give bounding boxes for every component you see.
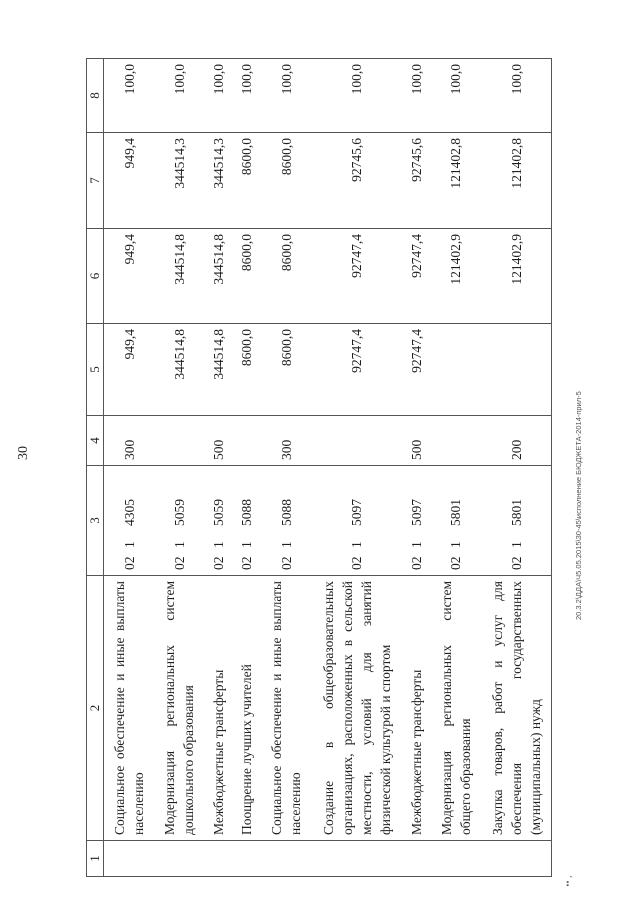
expense-type: 500 (203, 416, 232, 466)
subsection-code: 1 (448, 541, 464, 548)
table-row (232, 59, 261, 877)
target-code: 5801 (508, 499, 524, 526)
value-col5 (480, 324, 551, 416)
subsection-code: 1 (349, 541, 365, 548)
budget-code-cell (104, 466, 154, 576)
value-col7: 8600,0 (261, 133, 311, 229)
empty-cell (480, 841, 551, 877)
value-col8: 100,0 (402, 59, 431, 133)
expense-type (310, 416, 402, 466)
value-col8: 100,0 (431, 59, 481, 133)
col-header: 2 (87, 576, 104, 841)
row-name: Социальное обеспечение и иные выплаты населению (261, 576, 311, 841)
value-col6: 121402,9 (480, 229, 551, 324)
budget-code-cell (402, 466, 431, 576)
expense-type: 300 (261, 416, 311, 466)
section-code: 02 (349, 556, 365, 570)
value-col5: 92747,4 (310, 324, 402, 416)
value-col7: 344514,3 (203, 133, 232, 229)
budget-code-cell (431, 466, 481, 576)
section-code: 02 (210, 556, 226, 570)
empty-cell (402, 841, 431, 877)
value-col5: 949,4 (104, 324, 154, 416)
value-col5: 8600,0 (261, 324, 311, 416)
value-col8: 100,0 (104, 59, 154, 133)
value-col8: 100,0 (154, 59, 204, 133)
subsection-code: 1 (278, 541, 294, 548)
subsection-code: 1 (409, 541, 425, 548)
page-number: 30 (16, 446, 31, 460)
value-col6: 121402,9 (431, 229, 481, 324)
col-header: 4 (87, 416, 104, 466)
table-row (402, 59, 431, 877)
value-col7: 8600,0 (232, 133, 261, 229)
value-col5 (431, 324, 481, 416)
target-code: 5088 (278, 499, 294, 526)
table-row (203, 59, 232, 877)
target-code: 5097 (349, 499, 365, 526)
col-header: 1 (87, 841, 104, 877)
value-col6: 92747,4 (310, 229, 402, 324)
col-header: 5 (87, 324, 104, 416)
row-name: Межбюджетные трансферты (402, 576, 431, 841)
value-col7: 949,4 (104, 133, 154, 229)
target-code: 5088 (239, 499, 255, 526)
section-code: 02 (409, 556, 425, 570)
expense-type (154, 416, 204, 466)
subsection-code: 1 (171, 541, 187, 548)
subsection-code: 1 (239, 541, 255, 548)
target-code: 4305 (121, 499, 137, 526)
empty-cell (154, 841, 204, 877)
value-col8: 100,0 (310, 59, 402, 133)
col-header: 6 (87, 229, 104, 324)
table-row (310, 59, 402, 877)
budget-code-cell (203, 466, 232, 576)
empty-cell (310, 841, 402, 877)
section-code: 02 (121, 556, 137, 570)
corner-mark: •• ‚ (562, 875, 573, 887)
section-code: 02 (508, 556, 524, 570)
row-name: Закупка товаров, работ и услуг для обеспечения государственных (муниципальных) нужд (480, 576, 551, 841)
value-col7: 344514,3 (154, 133, 204, 229)
empty-cell (203, 841, 232, 877)
budget-code-cell (480, 466, 551, 576)
budget-code-cell (310, 466, 402, 576)
expense-type: 300 (104, 416, 154, 466)
table-row (261, 59, 311, 877)
table-body (104, 59, 552, 877)
col-header: 3 (87, 466, 104, 576)
target-code: 5059 (171, 499, 187, 526)
subsection-code: 1 (121, 541, 137, 548)
table-row (104, 59, 154, 877)
expense-type: 200 (480, 416, 551, 466)
col-header: 8 (87, 59, 104, 133)
row-name: Модернизация региональных систем общего образования (431, 576, 481, 841)
value-col6: 344514,8 (154, 229, 204, 324)
empty-cell (104, 841, 154, 877)
section-code: 02 (171, 556, 187, 570)
value-col5: 8600,0 (232, 324, 261, 416)
value-col5: 92747,4 (402, 324, 431, 416)
section-code: 02 (448, 556, 464, 570)
row-name: Создание в общеобразовательных организациях, расположенных в сельской местности, условий для занятий физической культурой и спортом (310, 576, 402, 841)
table-row (480, 59, 551, 877)
budget-code-cell (154, 466, 204, 576)
target-code: 5059 (210, 499, 226, 526)
header-row (87, 59, 104, 877)
target-code: 5801 (448, 499, 464, 526)
value-col6: 344514,8 (203, 229, 232, 324)
expense-type (232, 416, 261, 466)
value-col5: 344514,8 (154, 324, 204, 416)
row-name: Поощрение лучших учителей (232, 576, 261, 841)
value-col8: 100,0 (203, 59, 232, 133)
value-col7: 92745,6 (402, 133, 431, 229)
budget-table (86, 58, 552, 877)
table-row (431, 59, 481, 877)
footer-note: 20.3.2\ДДА\Ч5.05.2015\30-45\исполнение БЮДЖЕТА-2014-прил-5 (574, 391, 583, 620)
budget-code-cell (232, 466, 261, 576)
value-col6: 92747,4 (402, 229, 431, 324)
value-col6: 8600,0 (232, 229, 261, 324)
budget-code-cell (261, 466, 311, 576)
value-col7: 121402,8 (480, 133, 551, 229)
row-name: Модернизация региональных систем дошкольного образования (154, 576, 204, 841)
row-name: Межбюджетные трансферты (203, 576, 232, 841)
empty-cell (431, 841, 481, 877)
subsection-code: 1 (508, 541, 524, 548)
table-row (154, 59, 204, 877)
expense-type (431, 416, 481, 466)
value-col7: 121402,8 (431, 133, 481, 229)
value-col6: 949,4 (104, 229, 154, 324)
section-code: 02 (239, 556, 255, 570)
value-col7: 92745,6 (310, 133, 402, 229)
col-header: 7 (87, 133, 104, 229)
value-col8: 100,0 (261, 59, 311, 133)
value-col8: 100,0 (480, 59, 551, 133)
table-container (86, 59, 552, 877)
section-code: 02 (278, 556, 294, 570)
subsection-code: 1 (210, 541, 226, 548)
expense-type: 500 (402, 416, 431, 466)
value-col5: 344514,8 (203, 324, 232, 416)
row-name: Социальное обеспечение и иные выплаты населению (104, 576, 154, 841)
value-col6: 8600,0 (261, 229, 311, 324)
target-code: 5097 (409, 499, 425, 526)
empty-cell (261, 841, 311, 877)
empty-cell (232, 841, 261, 877)
value-col8: 100,0 (232, 59, 261, 133)
